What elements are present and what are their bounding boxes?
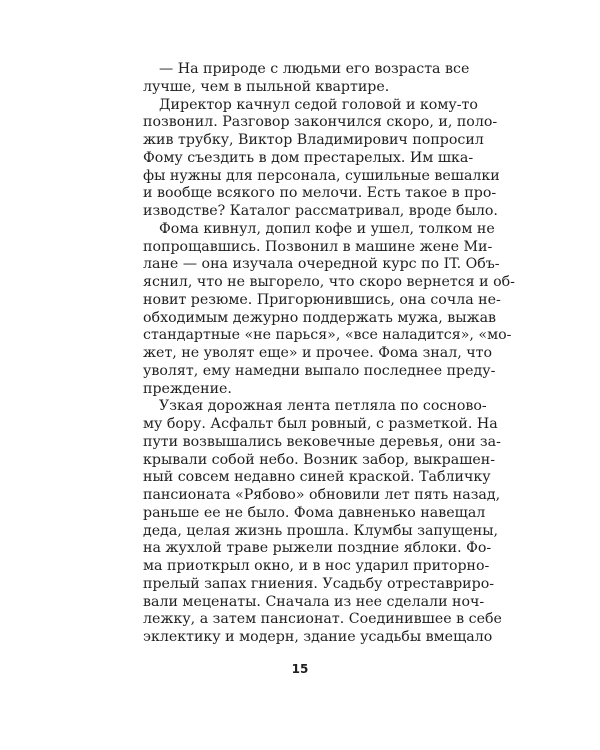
text-line: Узкая дорожная лента петляла по сосново-	[159, 398, 487, 415]
text-line: обходимым дежурно поддержать мужа, выжав	[143, 309, 497, 326]
text-line: му бору. Асфальт был ровный, с разметкой. На	[143, 416, 498, 432]
text-line: ма приоткрыл окно, и в нос ударил приторно-	[143, 558, 490, 574]
text-line: лучше, чем в пыльной квартире.	[143, 78, 390, 95]
text-line: уволят, ему намедни выпало последнее преду-	[143, 362, 496, 379]
text-line: изводстве? Каталог рассматривал, вроде было.	[143, 203, 498, 219]
text-line: стандартные «не парься», «все наладится», «мо-	[143, 327, 512, 344]
text-line: на жухлой траве рыжели поздние яблоки. Фо-	[143, 540, 492, 557]
text-line: Директор качнул седой головой и кому-то	[159, 96, 478, 113]
text-line: позвонил. Разговор закончился скоро, и, поло-	[143, 114, 498, 131]
text-line: жет, не уволят еще» и прочее. Фома знал, что	[143, 345, 493, 361]
text-line: ный совсем недавно синей краской. Табличку	[143, 469, 491, 486]
text-line: прелый запах гниения. Усадьбу отреставриро-	[143, 575, 495, 592]
text-line: — На природе с людьми его возраста все	[159, 61, 470, 77]
text-line: эклектику и модерн, здание усадьбы вмещало	[143, 629, 493, 645]
text-line: пансионата «Рябово» обновили лет пять назад,	[143, 487, 501, 503]
text-line: жив трубку, Виктор Владимирович попросил	[143, 132, 484, 148]
text-line: крывали собой небо. Возник забор, выкрашен-	[143, 451, 496, 468]
text-line: вали меценаты. Сначала из нее сделали ноч-	[143, 593, 485, 610]
text-line: раньше ее не было. Фома давненько навещал	[143, 504, 486, 521]
page-number: 15	[291, 662, 309, 676]
text-line: пути возвышались вековечные деревья, они за-	[143, 433, 501, 450]
text-line: лежку, а затем пансионат. Соединившее в себе	[143, 611, 502, 628]
text-line: лане — она изучала очередной курс по IT. Объ-	[143, 256, 500, 273]
text-line: преждение.	[143, 380, 232, 397]
text-line: новит резюме. Пригорюнившись, она сочла не-	[143, 291, 501, 308]
text-line: деда, целая жизнь прошла. Клумбы запущены,	[143, 522, 499, 539]
text-line: яснил, что не выгорело, что скоро вернется и об-	[143, 274, 515, 290]
text-line: и вообще всякого по мелочи. Есть такое в про-	[143, 185, 497, 202]
text-line: попрощавшись. Позвонил в машине жене Ми-	[143, 238, 493, 255]
text-line: фы нужны для персонала, сушильные вешалки	[143, 167, 500, 184]
text-line: Фому съездить в дом престарелых. Им шка-	[143, 149, 474, 166]
text-line: Фома кивнул, допил кофе и ушел, толком не	[159, 220, 495, 237]
